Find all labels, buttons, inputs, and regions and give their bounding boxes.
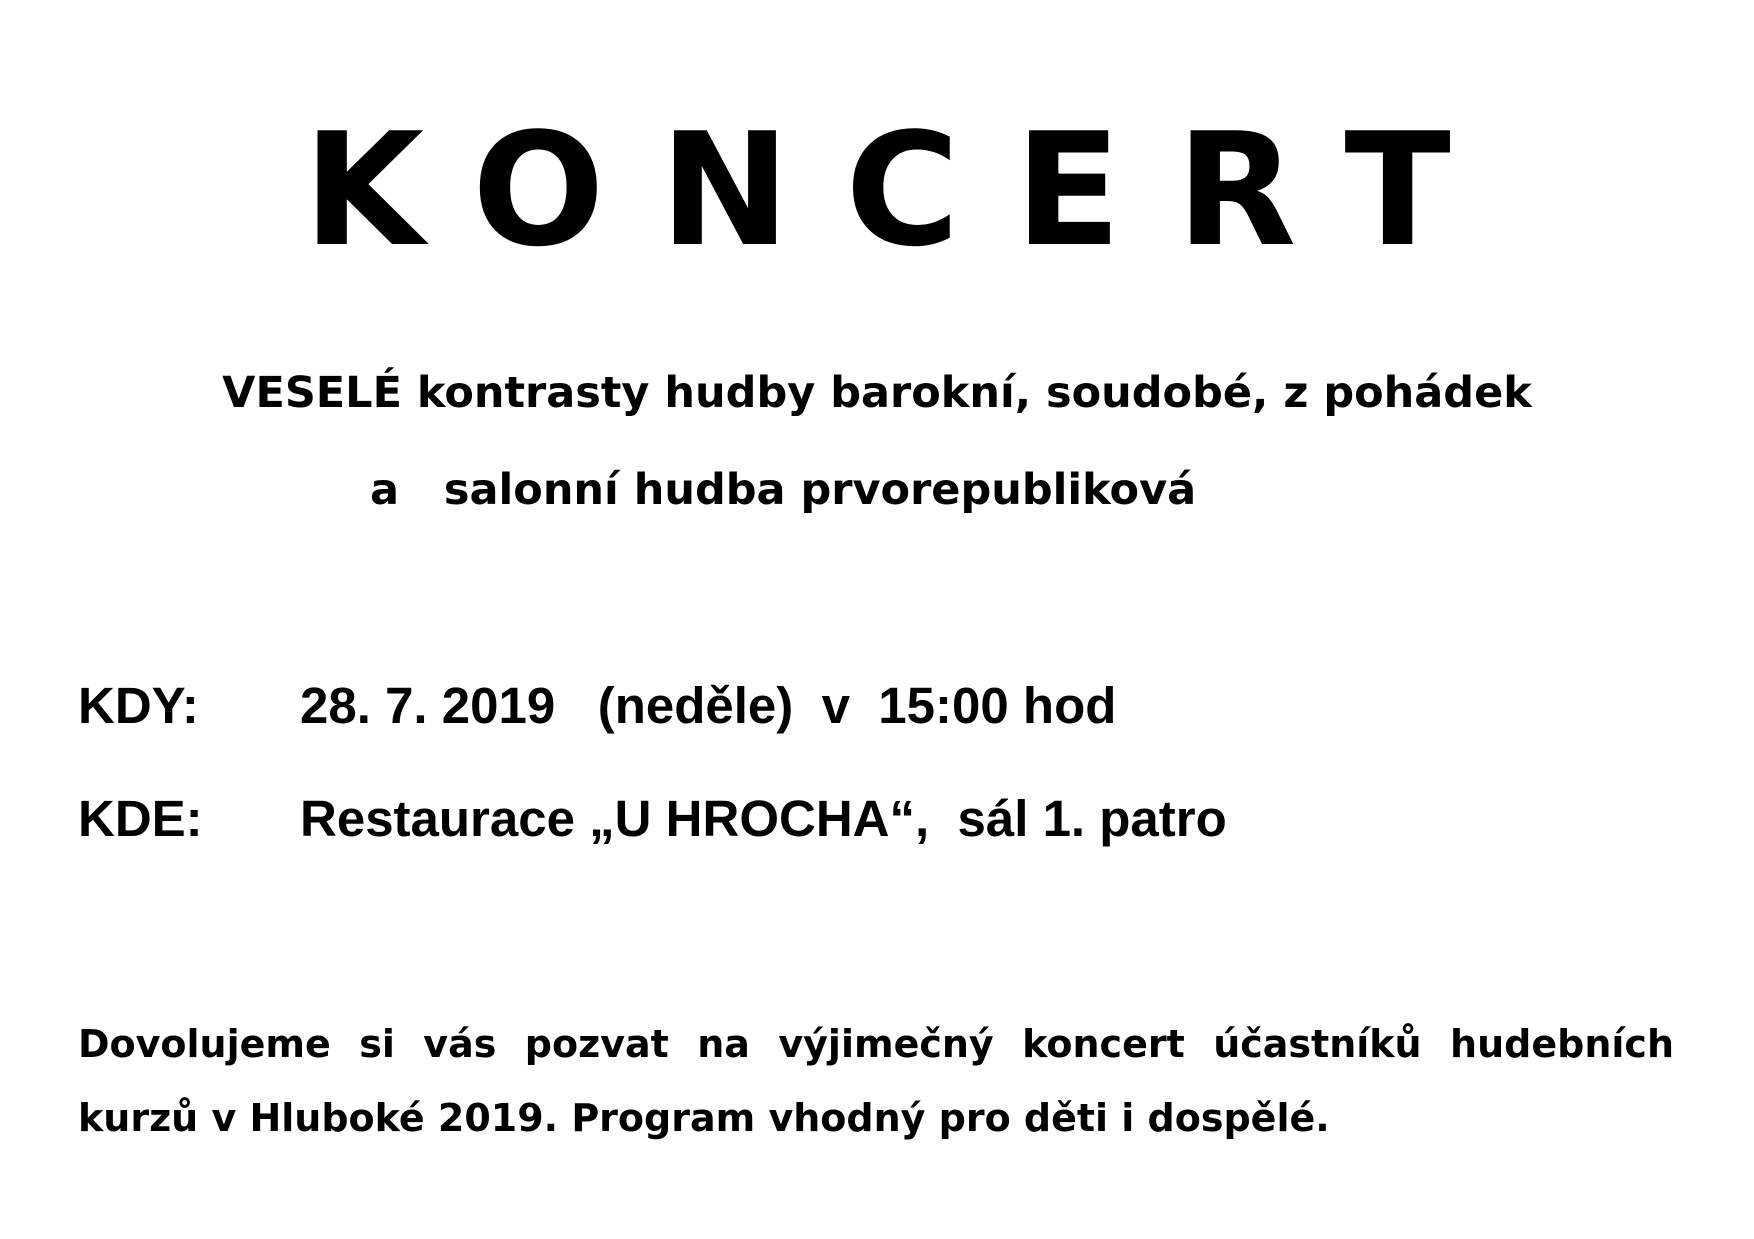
subtitle-line-1: VESELÉ kontrasty hudby barokní, soudobé, z pohádek	[222, 368, 1532, 418]
when-value: 28. 7. 2019 (neděle) v 15:00 hod	[300, 677, 1117, 734]
when-label: KDY:	[78, 677, 199, 734]
where-value: Restaurace „U HROCHA“, sál 1. patro	[300, 790, 1227, 847]
invitation-paragraph	[78, 1007, 1674, 1155]
where-label: KDE:	[78, 790, 203, 847]
invitation-line-1: Dovolujeme si vás pozvat na výjimečný koncert účastníků hudebních	[78, 1022, 1674, 1066]
subtitle-line-2: a salonní hudba prvorepubliková	[370, 465, 1197, 515]
concert-title: KONCERT	[303, 99, 1506, 281]
invitation-line-2: kurzů v Hluboké 2019. Program vhodný pro děti i dospělé.	[78, 1096, 1330, 1140]
